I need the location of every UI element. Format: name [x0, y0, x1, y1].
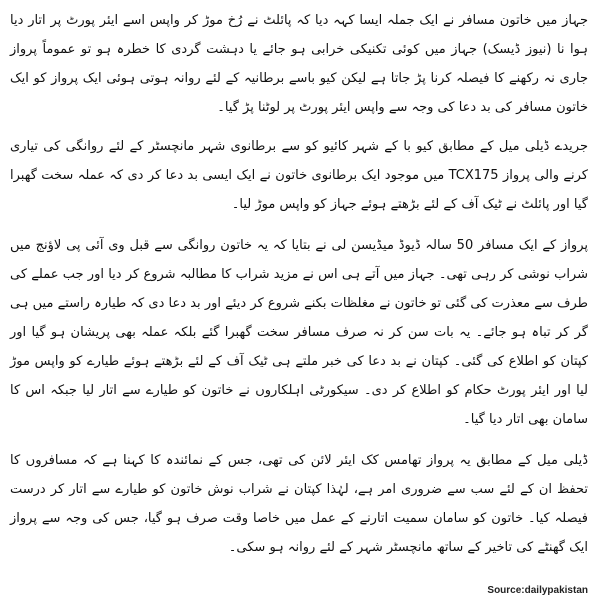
article-paragraph-headline-intro: جہاز میں خاتون مسافر نے ایک جملہ ایسا کہہ دیا کہ پائلٹ نے رُخ موڑ کر واپس اسے ایئر پورٹ پر اتار دیا ہوا نا (نیوز ڈیسک) جہاز میں کوئی تکنیکی خرابی ہو جائے یا دہشت گردی کا خطرہ ہو تو عموماً پرواز جاری نہ رکھنے کا فیصلہ کرنا پڑ جاتا ہے لیکن کیو باسے برطانیہ کے لئے روانہ ہوتی ہوئی ایک پرواز کو ایک خاتون مسافر کی بد دعا کی وجہ سے واپس ایئر پورٹ پر لوٹنا پڑ گیا۔ — [10, 13, 588, 115]
article-paragraph-passenger-account: پرواز کے ایک مسافر 50 سالہ ڈیوڈ میڈیسن لی نے بتایا کہ یہ خاتون روانگی سے قبل وی آئی پی لاؤنج میں شراب نوشی کر رہی تھی۔ جہاز میں آتے ہی اس نے مزید شراب کا مطالبہ شروع کر دیا اور جب عملے کی طرف سے معذرت کی گئی تو خاتون نے مغلظات بکنے شروع کر دیئے اور بد دعا دی کہ طیارہ راستے میں ہی گر کر تباہ ہو جائے۔ یہ بات سن کر نہ صرف مسافر سخت گھبرا گئے بلکہ عملہ بھی پریشان ہو گیا اور کپتان کو اطلاع کی گئی۔ کپتان نے بد دعا کی خبر ملتے ہی ٹیک آف کے لئے بڑھتے ہوئے طیارے کو واپس موڑ لیا اور ایئر پورٹ حکام کو اطلاع کر دی۔ سیکورٹی اہلکاروں نے خاتون کو طیارے سے اتار لیا جبکہ اس کا سامان بھی اتار دیا گیا۔ — [10, 238, 588, 427]
article-paragraph-flight-details: جریدے ڈیلی میل کے مطابق کیو با کے شہر کائیو کو سے برطانوی شہر مانچسٹر کے لئے روانگی کی تیاری کرنے والی پرواز TCX175 میں موجود ایک برطانوی خاتون نے ایک ایسی بد دعا کر دی کہ عملہ سخت گھبرا گیا اور پائلٹ نے ٹیک آف کے لئے بڑھتے ہوئے جہاز کو واپس موڑ لیا۔ — [10, 139, 588, 212]
source-credit: Source:dailypakistan — [487, 585, 588, 596]
article-paragraph-airline-statement: ڈیلی میل کے مطابق یہ پرواز تھامس کک ایئر لائن کی تھی، جس کے نمائندہ کا کہنا ہے کہ مسافروں کا تحفظ ان کے لئے سب سے ضروری امر ہے، لہٰذا کپتان نے شراب نوش خاتون کو طیارے سے اتار کر درست فیصلہ کیا۔ خاتون کو سامان سمیت اتارنے کے عمل میں خاصا وقت صرف ہو گیا، جس کی وجہ سے پرواز ایک گھنٹے کی تاخیر کے ساتھ مانچسٹر شہر کے لئے روانہ ہو سکی۔ — [10, 453, 588, 555]
